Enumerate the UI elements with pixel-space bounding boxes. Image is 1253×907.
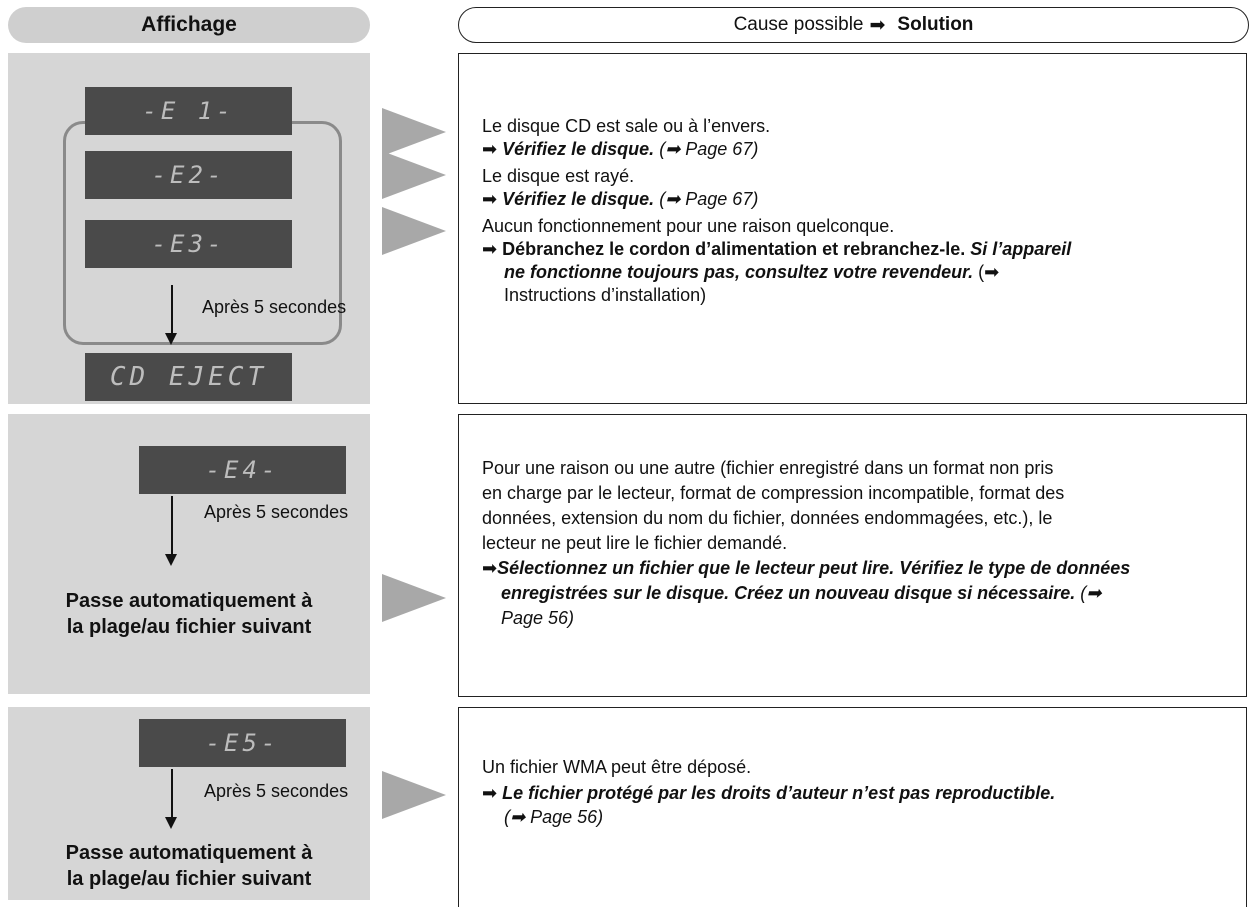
display-column-header	[8, 7, 370, 43]
solution-emphasis: ne fonctionne toujours pas, consultez votre revendeur.	[504, 262, 974, 282]
after-seconds-label: Après 5 secondes	[204, 781, 349, 801]
arrow-down-icon	[165, 817, 177, 829]
arrow-right-icon: ➡	[869, 14, 886, 36]
cause-line: lecteur ne peut lire le fichier demandé.	[482, 533, 788, 553]
solution-text-3	[482, 755, 1055, 829]
solution-line: Instructions d’installation)	[504, 285, 707, 305]
after-seconds-label: Après 5 secondes	[204, 502, 349, 522]
after-seconds-label: Après 5 secondes	[202, 297, 347, 317]
arrow-pointer-icon	[382, 574, 446, 622]
lcd-display-e2: -E2-	[85, 151, 292, 199]
solution-emphasis: Le fichier protégé par les droits d’auteur n’est pas reproductible.	[502, 783, 1056, 803]
solution-emphasis: Sélectionnez un fichier que le lecteur peut lire. Vérifiez le type de données	[497, 558, 1131, 578]
cause-label: Cause possible	[733, 14, 864, 35]
auto-skip-line: la plage/au fichier suivant	[66, 616, 312, 638]
auto-skip-label	[8, 588, 370, 640]
page-ref: (➡ Page 56)	[504, 807, 604, 827]
solution-line	[482, 238, 1071, 261]
solution-line	[482, 188, 1071, 211]
display-header-label: Affichage	[141, 13, 237, 36]
solution-line	[482, 606, 1130, 631]
arrow-right-icon: ➡	[482, 558, 498, 578]
cause-line: Pour une raison ou une autre (fichier enregistré dans un format non pris	[482, 458, 1054, 478]
solution-emphasis: Vérifiez le disque.	[502, 189, 655, 209]
cause-line: Aucun fonctionnement pour une raison quelconque.	[482, 216, 895, 236]
flow-line	[171, 496, 173, 556]
solution-emphasis: Vérifiez le disque.	[502, 139, 655, 159]
flow-line	[171, 285, 173, 335]
lcd-display-e3: -E3-	[85, 220, 292, 268]
solution-emphasis: enregistrées sur le disque. Créez un nouveau disque si nécessaire.	[501, 583, 1076, 603]
display-panel-1	[8, 53, 370, 404]
cause-line: Le disque est rayé.	[482, 166, 635, 186]
auto-skip-label	[8, 840, 370, 892]
solution-emphasis: Si l’appareil	[970, 239, 1072, 259]
arrow-pointer-icon	[382, 151, 446, 199]
arrow-right-icon: ➡	[482, 239, 498, 259]
arrow-down-icon	[165, 554, 177, 566]
page-ref: (➡ Page 67)	[659, 189, 759, 209]
lcd-display-e5: -E5-	[139, 719, 346, 767]
cause-line: Un fichier WMA peut être déposé.	[482, 757, 752, 777]
lcd-display-e4: -E4-	[139, 446, 346, 494]
solution-line	[482, 556, 1130, 581]
arrow-right-icon: ➡	[482, 139, 498, 159]
solution-bold: Débranchez le cordon d’alimentation et rebranchez-le.	[502, 239, 966, 259]
cause-line: Le disque CD est sale ou à l’envers.	[482, 116, 771, 136]
arrow-pointer-icon	[382, 207, 446, 255]
display-panel-2	[8, 414, 370, 694]
arrow-down-icon	[165, 333, 177, 345]
solution-line	[482, 781, 1055, 805]
page-ref: Page 56)	[501, 608, 575, 628]
solution-label: Solution	[897, 14, 974, 35]
display-panel-3	[8, 707, 370, 900]
solution-line	[482, 138, 1071, 161]
arrow-right-icon: ➡	[482, 189, 498, 209]
cause-solution-header	[458, 7, 1249, 43]
solution-line	[482, 581, 1130, 606]
flow-line	[171, 769, 173, 819]
auto-skip-line: Passe automatiquement à	[65, 590, 313, 612]
page-ref: (➡ Page 67)	[659, 139, 759, 159]
auto-skip-line: la plage/au fichier suivant	[66, 868, 312, 890]
page-ref: (➡	[978, 262, 1000, 282]
solution-line	[482, 805, 1055, 829]
lcd-display-e1: -E 1-	[85, 87, 292, 135]
solution-text-1	[482, 115, 1071, 307]
solution-text-2	[482, 456, 1130, 631]
arrow-right-icon: ➡	[482, 783, 498, 803]
cause-line: en charge par le lecteur, format de compression incompatible, format des	[482, 483, 1065, 503]
auto-skip-line: Passe automatiquement à	[65, 842, 313, 864]
solution-line	[482, 261, 1071, 284]
arrow-pointer-icon	[382, 771, 446, 819]
page-ref: (➡	[1080, 583, 1102, 603]
arrow-pointer-icon	[382, 108, 446, 156]
cause-line: données, extension du nom du fichier, données endommagées, etc.), le	[482, 508, 1053, 528]
lcd-display-cd-eject: CD EJECT	[85, 353, 292, 401]
